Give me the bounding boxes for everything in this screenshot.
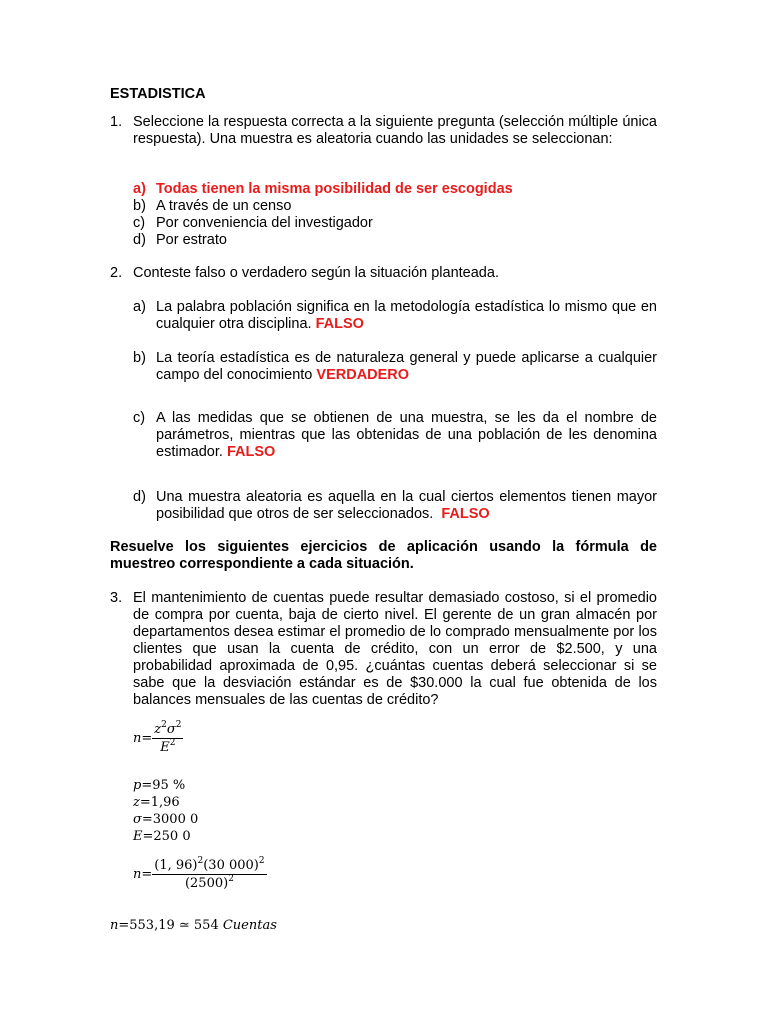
result-value: =553,19 ≃ 554 <box>118 918 223 933</box>
option-text: A través de un censo <box>156 198 292 214</box>
question-text: Seleccione la respuesta correcta a la siguiente pregunta (selección múltiple única respuesta). Una muestra es aleatoria cuando las unidades se seleccionan: <box>133 114 657 147</box>
answer-falso: FALSO <box>315 316 364 332</box>
exponent: 2 <box>161 720 167 730</box>
option-letter: d) <box>133 232 146 248</box>
e-symbol: E <box>133 829 143 844</box>
item-text <box>156 299 657 333</box>
given-z <box>133 795 180 810</box>
calc-fraction <box>152 858 266 891</box>
answer-falso: FALSO <box>226 444 276 460</box>
item-text <box>156 350 657 384</box>
p-symbol: p <box>133 778 142 793</box>
item-letter: d) <box>133 489 146 505</box>
result-lhs: n <box>110 918 119 933</box>
formula-fraction <box>152 722 183 755</box>
answer-falso: FALSO <box>441 506 490 522</box>
e-symbol: E <box>160 740 170 755</box>
option-text: Por conveniencia del investigador <box>156 215 373 231</box>
exponent: 2 <box>258 856 265 866</box>
option-a <box>133 181 513 198</box>
calc-error: (2500) <box>184 876 229 891</box>
question-number: 1. <box>110 114 123 130</box>
section-heading: Resuelve los siguientes ejercicios de aplicación usando la fórmula de muestreo correspondiente a cada situación. <box>110 539 657 572</box>
formula-lhs: n= <box>133 731 153 746</box>
item-statement: La teoría estadística es de naturaleza general y puede aplicarse a cualquier campo del conocimiento <box>156 350 657 383</box>
calc-sigma: (30 000) <box>203 858 259 873</box>
option-text: Todas tienen la misma posibilidad de ser escogidas <box>156 181 513 197</box>
option-b <box>133 198 292 215</box>
answer-verdadero: VERDADERO <box>316 367 410 383</box>
item-letter: a) <box>133 299 146 315</box>
exponent: 2 <box>197 856 204 866</box>
e-value: =250 0 <box>142 829 191 844</box>
option-letter: c) <box>133 215 146 231</box>
option-text: Por estrato <box>156 232 227 248</box>
z-value: =1,96 <box>139 795 180 810</box>
z-symbol: z <box>154 722 162 737</box>
option-c <box>133 215 373 232</box>
item-statement: A las medidas que se obtienen de una muestra, se les da el nombre de parámetros, mientras que las obtenidas de una población de les denomina estimador. <box>156 410 657 460</box>
sigma-value: =3000 0 <box>141 812 199 827</box>
question-number: 2. <box>110 265 123 281</box>
exponent: 2 <box>228 874 234 884</box>
option-letter: b) <box>133 198 146 214</box>
result <box>110 918 277 933</box>
exponent: 2 <box>169 738 176 748</box>
question-text: El mantenimiento de cuentas puede resultar demasiado costoso, si el promedio de compra por cuenta, baja de cierto nivel. El gerente de un gran almacén por departamentos desea estimar el promedio de lo comprado mensualmente por los clientes que usan la cuenta de crédito, con un error de $2.500, y una probabilidad aproximada de 0,95. ¿cuántas cuentas deberá seleccionar si se sabe que la desviación estándar es de $30.000 la cual fue obtenida de los balances mensuales de las cuentas de crédito? <box>133 590 657 708</box>
item-text <box>156 410 657 461</box>
item-letter: b) <box>133 350 146 366</box>
exponent: 2 <box>175 720 182 730</box>
question-text: Conteste falso o verdadero según la situación planteada. <box>133 265 499 281</box>
sigma-symbol: σ <box>133 812 142 827</box>
sample-size-formula <box>133 722 183 755</box>
sigma-symbol: σ <box>166 722 176 737</box>
item-statement: Una muestra aleatoria es aquella en la cual ciertos elementos tienen mayor posibilidad que otros de ser seleccionados. <box>156 489 657 522</box>
z-symbol: z <box>133 795 140 810</box>
p-value: =95 % <box>141 778 186 793</box>
document-title: ESTADISTICA <box>110 86 206 102</box>
calc-lhs: n= <box>133 867 153 882</box>
question-number: 3. <box>110 590 123 606</box>
given-e <box>133 829 191 844</box>
calculation-formula <box>133 858 267 891</box>
calc-z: (1, 96) <box>154 858 198 873</box>
given-sigma <box>133 812 198 827</box>
option-letter: a) <box>133 181 146 197</box>
option-d <box>133 232 227 249</box>
given-p <box>133 778 185 793</box>
item-letter: c) <box>133 410 146 426</box>
result-unit: Cuentas <box>222 918 277 933</box>
item-statement: La palabra población significa en la metodología estadística lo mismo que en cualquier otra disciplina. <box>156 299 657 332</box>
item-text <box>156 489 657 523</box>
